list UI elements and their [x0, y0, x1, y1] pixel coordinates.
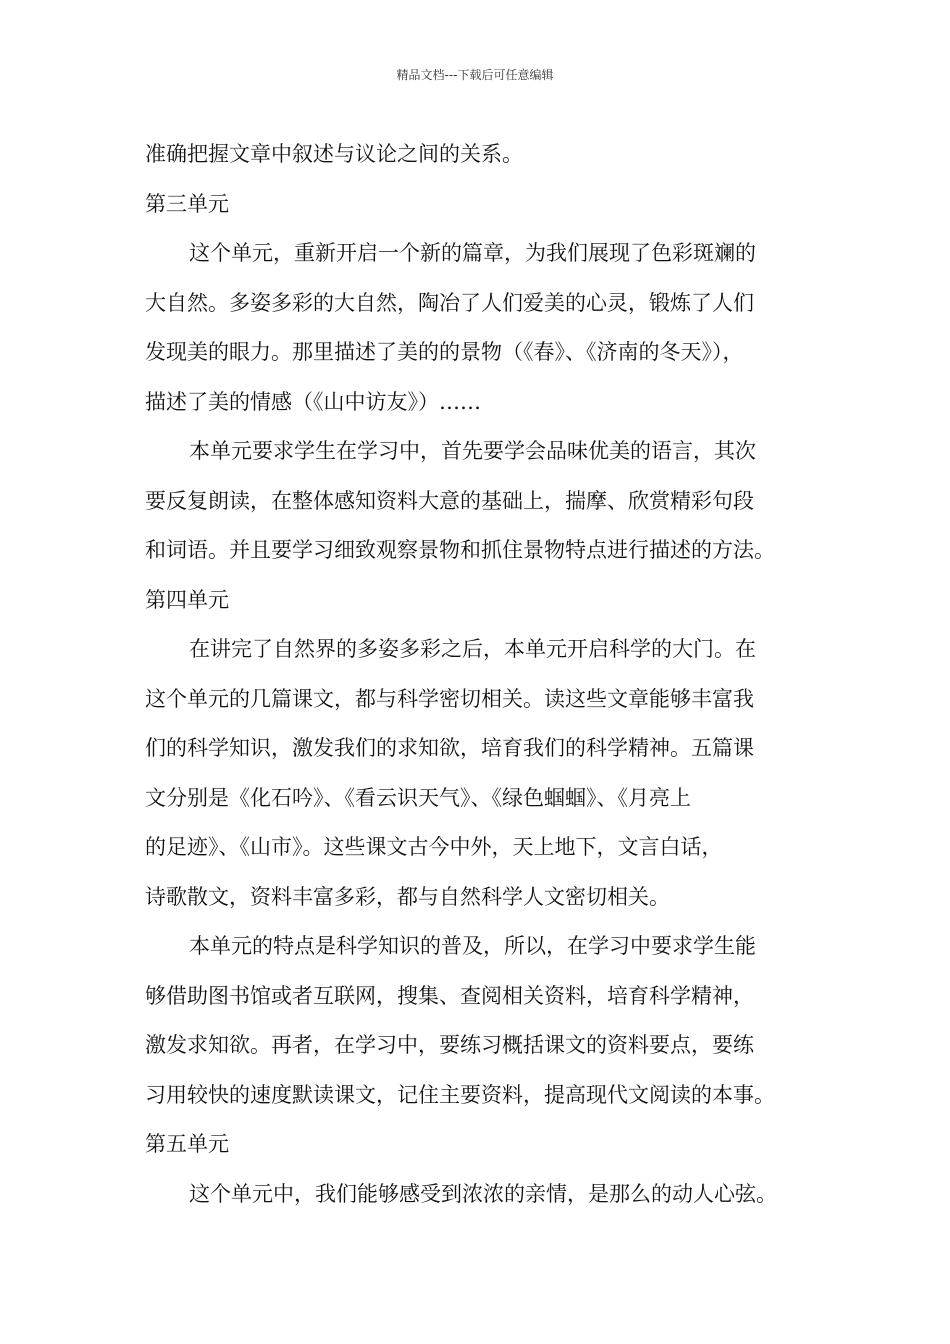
text-line: 本单元要求学生在学习中，首先要学会品味优美的语言，其次 — [189, 439, 756, 463]
text-line: 诗歌散文，资料丰富多彩，都与自然科学人文密切相关。 — [145, 884, 670, 909]
text-line: 大自然。多姿多彩的大自然，陶冶了人们爱美的心灵，锻炼了人们 — [145, 290, 754, 315]
text-line: 激发求知欲。再者，在学习中，要练习概括课文的资料要点，要练 — [145, 1033, 754, 1057]
text-line: 准确把握文章中叙述与议论之间的关系。 — [145, 142, 523, 166]
text-line: 的足迹》、《山市》。这些课文古今中外，天上地下，文言白话， — [145, 835, 723, 859]
text-line: 本单元的特点是科学知识的普及，所以，在学习中要求学生能 — [189, 934, 756, 958]
text-line: 文分别是《化石吟》、《看云识天气》、《绿色蝈蝈》、《月亮上 — [145, 785, 691, 810]
text-line: 发现美的眼力。那里描述了美的的景物（《春》、《济南的冬天》）， — [145, 340, 744, 364]
text-line: 这个单元中，我们能够感受到浓浓的亲情，是那么的动人心弦。 — [189, 1181, 777, 1206]
text-line: 和词语。并且要学习细致观察景物和抓住景物特点进行描述的方法。 — [145, 538, 775, 562]
section-heading: 第三单元 — [145, 191, 229, 216]
section-heading: 第四单元 — [145, 587, 229, 612]
text-line: 们的科学知识，激发我们的求知欲，培育我们的科学精神。五篇课 — [145, 736, 754, 760]
page-header: 精品文档---下载后可任意编辑 — [396, 68, 554, 82]
text-line: 够借助图书馆或者互联网，搜集、查阅相关资料，培育科学精神， — [145, 983, 754, 1008]
text-line: 习用较快的速度默读课文，记住主要资料，提高现代文阅读的本事。 — [145, 1082, 775, 1107]
text-line: 在讲完了自然界的多姿多彩之后，本单元开启科学的大门。在 — [189, 637, 756, 661]
document-body — [145, 130, 825, 1219]
text-line: 要反复朗读，在整体感知资料大意的基础上，揣摩、欣赏精彩句段 — [145, 488, 754, 513]
section-heading: 第五单元 — [145, 1132, 229, 1156]
text-line: 这个单元的几篇课文，都与科学密切相关。读这些文章能够丰富我 — [145, 686, 754, 711]
text-line: 这个单元，重新开启一个新的篇章，为我们展现了色彩斑斓的 — [189, 241, 756, 265]
text-line: 描述了美的情感（《山中访友》）…… — [145, 389, 481, 414]
